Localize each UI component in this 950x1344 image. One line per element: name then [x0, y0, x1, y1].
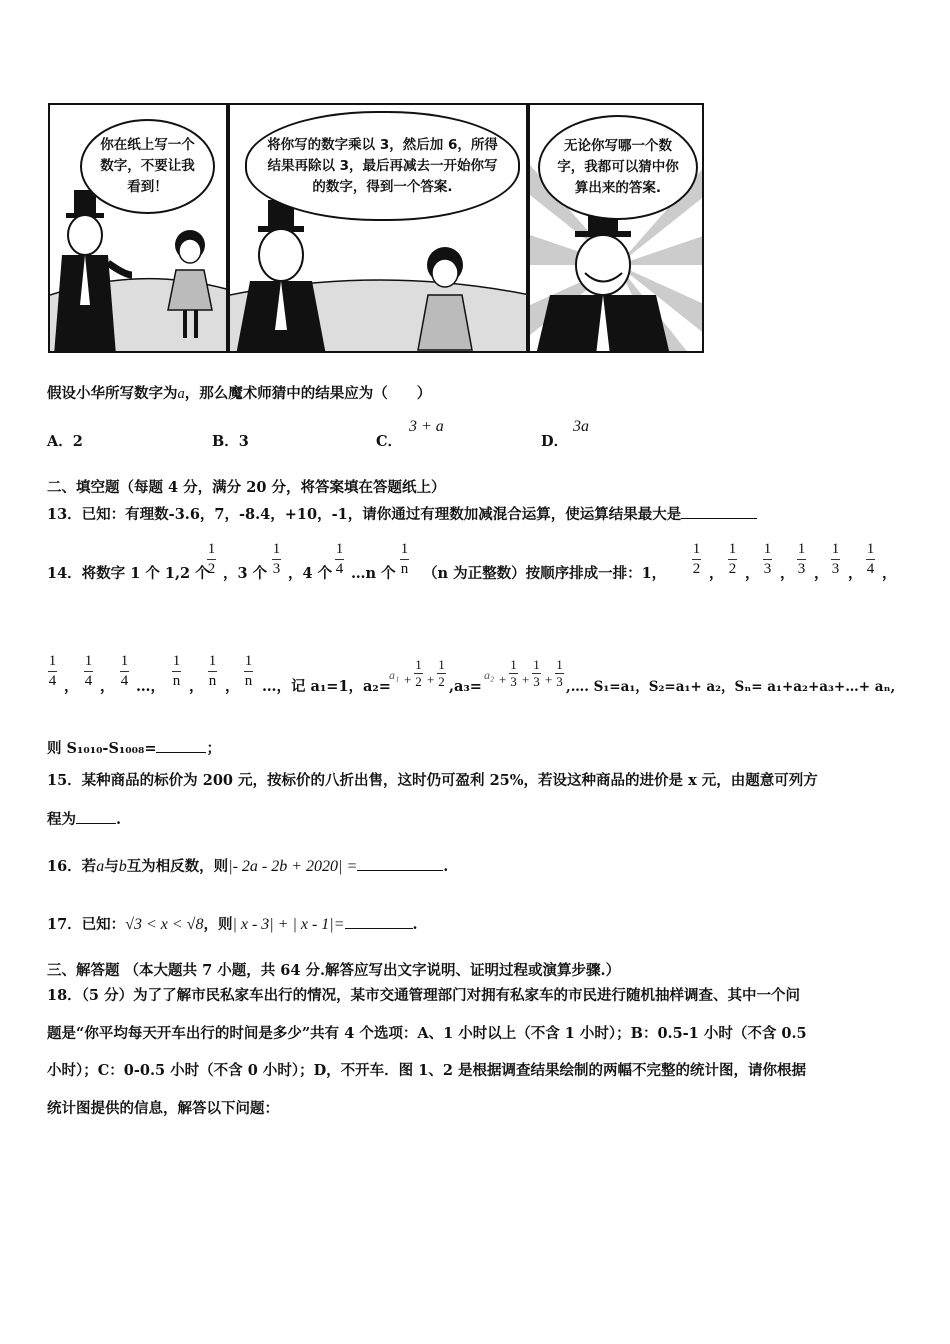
q17-pre: 17．已知： — [47, 916, 126, 933]
seq-fraction-1-4 — [48, 653, 57, 690]
option-b-label: B． — [212, 433, 239, 450]
option-a — [47, 432, 83, 452]
numerator: 1 — [335, 541, 344, 557]
denominator: 2 — [438, 674, 445, 689]
seq-comma: ， — [814, 565, 829, 582]
numerator: 1 — [84, 653, 93, 669]
a3-equals: ,a₃= — [449, 678, 482, 695]
denominator: 2 — [415, 674, 422, 689]
numerator: 1 — [120, 653, 129, 669]
numerator: 1 — [556, 657, 563, 672]
q12-stem-part1: 假设小华所写数字为 — [47, 385, 178, 402]
numerator: 1 — [831, 541, 840, 557]
speech-bubble-1: 你在纸上写一个数字，不要让我看到！ — [80, 119, 215, 214]
denominator: 4 — [866, 561, 875, 577]
denominator: 3 — [556, 674, 563, 689]
a1-symbol: a₁ — [389, 668, 400, 682]
q16-post: 互为相反数，则 — [126, 858, 229, 875]
speech-bubble-3: 无论你写哪一个数字，我都可以猜中你算出来的答案. — [538, 115, 698, 220]
comic-panel-1 — [48, 103, 228, 353]
seq-fraction-1-4 — [84, 653, 93, 690]
q16-answer-blank — [357, 855, 443, 871]
denominator: 3 — [272, 561, 281, 577]
seq-comma: ， — [189, 678, 204, 695]
denominator: 3 — [831, 561, 840, 577]
numerator: 1 — [400, 541, 409, 557]
denominator: 3 — [510, 674, 517, 689]
seq-comma: ， — [709, 565, 724, 582]
option-c-label: C． — [376, 433, 403, 450]
plus-sign: + — [427, 672, 435, 687]
seq-fraction-1-n — [172, 653, 181, 690]
seq-fraction-1-3 — [831, 541, 840, 578]
numerator: 1 — [797, 541, 806, 557]
numerator: 1 — [510, 657, 517, 672]
denominator: 3 — [533, 674, 540, 689]
numerator: 1 — [172, 653, 181, 669]
option-a-label: A． — [47, 433, 73, 450]
denominator: 4 — [120, 673, 129, 689]
numerator: 1 — [763, 541, 772, 557]
option-c-value: 3 + a — [409, 418, 444, 435]
question-17 — [47, 913, 418, 935]
q14-text-4: …n 个 — [351, 565, 396, 582]
q15-answer-blank — [76, 808, 116, 824]
q16-var-b: b — [118, 858, 127, 875]
q15-end: . — [116, 811, 122, 828]
q14-text-2: ，3 个 — [223, 565, 268, 582]
q15-line-2 — [47, 808, 121, 830]
question-13 — [47, 503, 757, 525]
q14-question — [47, 737, 221, 759]
option-c — [376, 432, 402, 452]
q14-define-a: …，记 a₁=1，a₂= — [262, 678, 391, 695]
denominator: 4 — [335, 561, 344, 577]
seq-comma: ， — [225, 678, 240, 695]
q14-sum-definition: ,…. S₁=a₁，S₂=a₁+ a₂，Sₙ= a₁+a₂+a₃+…+ aₙ, — [566, 679, 896, 695]
numerator: 1 — [207, 541, 216, 557]
question-16 — [47, 855, 448, 877]
q15-line-1: 15．某种商品的标价为 200 元，按标价的八折出售，这时仍可盈利 25%，若设这种商品的进价是 x 元，由题意可列方 — [47, 772, 818, 789]
numerator: 1 — [866, 541, 875, 557]
speech-bubble-2: 将你写的数字乘以 3，然后加 6，所得结果再除以 3，最后再减去一开始你写的数字，得到一个答案. — [245, 111, 520, 221]
seq-comma: ， — [745, 565, 760, 582]
option-d — [541, 432, 568, 452]
q18-line-4: 统计图提供的信息，解答以下问题： — [47, 1100, 279, 1117]
q15-line-2-text: 程为 — [47, 811, 76, 828]
seq-fraction-1-3 — [763, 541, 772, 578]
q16-expression: |- 2a - 2b + 2020| = — [228, 858, 358, 875]
numerator: 1 — [208, 653, 217, 669]
a3-fraction-1-3 — [532, 658, 541, 689]
numerator: 1 — [728, 541, 737, 557]
q17-end: . — [412, 916, 418, 933]
numerator: 1 — [692, 541, 701, 557]
q13-answer-blank — [681, 503, 757, 519]
q14-answer-blank — [156, 737, 206, 753]
numerator: 1 — [438, 657, 445, 672]
q17-expression: | x - 3| + | x - 1|= — [232, 916, 345, 933]
seq-fraction-1-4 — [120, 653, 129, 690]
section-3-title: 三、解答题 （本大题共 7 小题，共 64 分.解答应写出文字说明、证明过程或演算步骤.） — [47, 962, 621, 979]
a3-fraction-1-3 — [509, 658, 518, 689]
seq-comma: ， — [882, 565, 897, 582]
plus-sign: + — [404, 672, 412, 687]
q17-mid: ，则 — [203, 916, 233, 933]
denominator: 3 — [763, 561, 772, 577]
numerator: 1 — [272, 541, 281, 557]
seq-fraction-1-4 — [866, 541, 875, 578]
question-12-stem — [47, 384, 431, 404]
option-b — [212, 432, 249, 452]
comic-panel-3 — [528, 103, 704, 353]
denominator: 2 — [692, 561, 701, 577]
numerator: 1 — [533, 657, 540, 672]
numerator: 1 — [244, 653, 253, 669]
q16-end: . — [443, 858, 449, 875]
seq-comma: ， — [848, 565, 863, 582]
seq-fraction-1-2 — [728, 541, 737, 578]
comic-panel-2 — [228, 103, 528, 353]
denominator: n — [172, 673, 181, 689]
q18-line-2: 题是“你平均每天开车出行的时间是多少”共有 4 个选项：A、1 小时以上（不含 1 小时）；B：0.5-1 小时（不含 0.5 — [47, 1025, 807, 1042]
denominator: 2 — [207, 561, 216, 577]
denominator: n — [400, 561, 409, 577]
plus-sign: + — [545, 672, 553, 687]
q18-line-1: 18．（5 分）为了了解市民私家车出行的情况，某市交通管理部门对拥有私家车的市民进行随机抽样调查、其中一个问 — [47, 987, 801, 1004]
seq-comma: ， — [100, 678, 115, 695]
option-d-value: 3a — [573, 418, 589, 435]
option-b-value: 3 — [238, 433, 249, 450]
numerator: 1 — [48, 653, 57, 669]
a3-fraction-1-3 — [555, 658, 564, 689]
q14-question-text: 则 S₁₀₁₀-S₁₀₀₈= — [47, 740, 157, 757]
q16-var-a: a — [96, 858, 105, 875]
seq-comma: ， — [64, 678, 79, 695]
a2-fraction-1-2 — [414, 658, 423, 689]
denominator: n — [244, 673, 253, 689]
option-d-label: D． — [541, 433, 569, 450]
denominator: 4 — [48, 673, 57, 689]
q17-answer-blank — [345, 913, 413, 929]
q16-mid: 与 — [104, 858, 119, 875]
fraction-1-4 — [335, 541, 344, 578]
a2-fraction-1-2 — [437, 658, 446, 689]
denominator: 2 — [728, 561, 737, 577]
q12-variable-a: a — [177, 386, 185, 402]
q14-question-end: ； — [206, 740, 221, 757]
denominator: 3 — [797, 561, 806, 577]
seq-ellipsis: …， — [136, 678, 165, 695]
magician-comic — [48, 103, 704, 353]
q17-condition: √3 < x < √8 — [125, 916, 204, 933]
section-2-title: 二、填空题（每题 4 分，满分 20 分，将答案填在答题纸上） — [47, 479, 446, 496]
seq-fraction-1-3 — [797, 541, 806, 578]
plus-sign: + — [499, 672, 507, 687]
q18-line-3: 小时）；C：0-0.5 小时（不含 0 小时）；D，不开车．图 1、2 是根据调查结果绘制的两幅不完整的统计图，请你根据 — [47, 1062, 806, 1079]
denominator: 4 — [84, 673, 93, 689]
denominator: n — [208, 673, 217, 689]
option-a-value: 2 — [72, 433, 83, 450]
seq-comma: ， — [780, 565, 795, 582]
numerator: 1 — [415, 657, 422, 672]
seq-fraction-1-n — [208, 653, 217, 690]
q12-stem-part2: ，那么魔术师猜中的结果应为（ ） — [184, 385, 432, 402]
a2-symbol: a₂ — [484, 668, 495, 682]
q14-text-3: ，4 个 — [288, 565, 333, 582]
q16-pre: 16．若 — [47, 858, 97, 875]
fraction-1-3 — [272, 541, 281, 578]
seq-fraction-1-2 — [692, 541, 701, 578]
q14-text-1: 14．将数字 1 个 1,2 个 — [47, 565, 210, 582]
fraction-1-2 — [207, 541, 216, 578]
q13-text: 13．已知：有理数-3.6，7，-8.4，+10，-1，请你通过有理数加减混合运算，使运算结果最大是 — [47, 506, 682, 523]
seq-fraction-1-n — [244, 653, 253, 690]
q14-text-5: （n 为正整数）按顺序排成一排：1， — [423, 565, 667, 582]
fraction-1-n — [400, 541, 409, 578]
plus-sign: + — [522, 672, 530, 687]
